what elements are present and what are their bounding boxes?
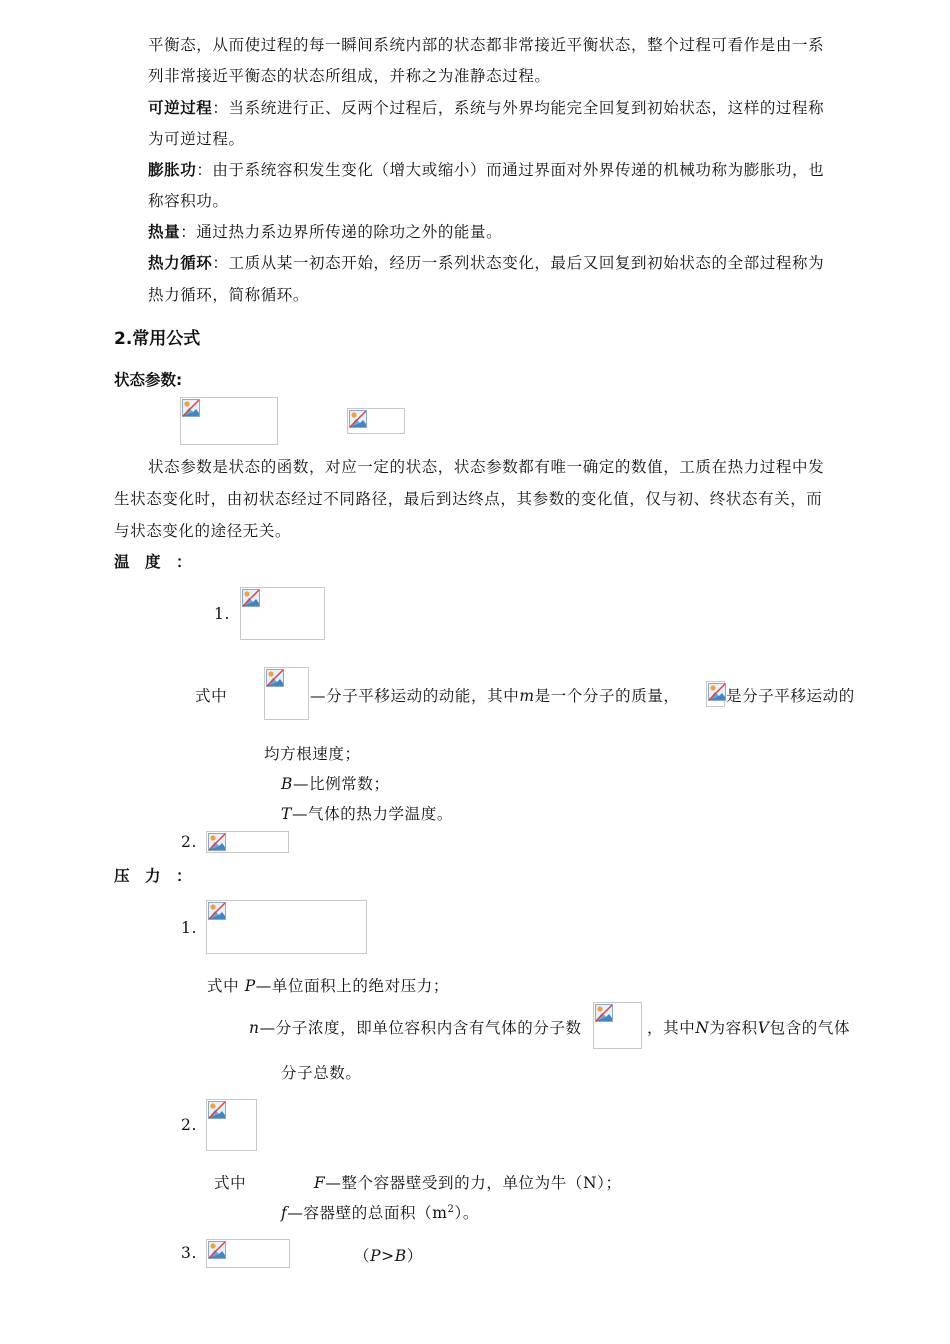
term-text: 工质从某一初态开始，经历一系列状态变化，最后又回复到初始状态的全部过程称为: [228, 254, 825, 272]
broken-image-icon: [595, 1004, 613, 1022]
variable: P: [244, 977, 256, 995]
paragraph-line: 与状态变化的途径无关。: [114, 522, 292, 540]
paren: ）: [406, 1247, 423, 1265]
definition-line: [647, 1016, 850, 1038]
list-number: 3.: [181, 1244, 197, 1262]
term-sep: ：: [212, 99, 229, 117]
formula-image: [206, 1239, 290, 1268]
variable: P: [370, 1247, 382, 1265]
definition-line: [310, 684, 680, 706]
definition-text: —容器壁的总面积（m: [287, 1204, 448, 1222]
definition-text: 分子总数。: [281, 1064, 362, 1082]
definition-text: —分子平移运动的动能，其中: [310, 687, 520, 705]
broken-image-icon: [266, 669, 284, 687]
term-text: 由于系统容积发生变化（增大或缩小）而通过界面对外界传递的机械功称为膨胀功，也: [212, 161, 825, 179]
list-number: 1.: [214, 605, 230, 623]
variable: T: [281, 805, 292, 823]
term-label: 膨胀功: [148, 161, 197, 179]
formula-image: [593, 1002, 642, 1049]
term-heat: [148, 220, 502, 242]
list-number: 2.: [181, 833, 197, 851]
term-sep: ：: [212, 254, 229, 272]
variable: B: [281, 775, 293, 793]
term-cycle: [148, 251, 824, 273]
where-label: 式中: [214, 1174, 247, 1192]
broken-image-icon: [182, 399, 200, 417]
broken-image-icon: [208, 902, 226, 920]
definition-line: [207, 974, 449, 996]
term-reversible: [148, 96, 824, 118]
definition-text: —比例常数；: [293, 775, 390, 793]
variable: F: [314, 1174, 326, 1192]
formula-image: [264, 667, 309, 720]
section-title: 2.常用公式: [114, 329, 201, 349]
definition-line: [314, 1171, 622, 1193]
paragraph-line: 生状态变化时，由初状态经过不同路径，最后到达终点，其参数的变化值，仅与初、终状态有关，而: [114, 490, 823, 508]
formula-image: [206, 900, 367, 954]
broken-image-icon: [208, 1101, 226, 1119]
term-sep: ：: [180, 223, 197, 241]
variable: B: [394, 1247, 407, 1265]
variable: n: [249, 1019, 260, 1037]
broken-image-icon: [242, 589, 260, 607]
formula-image: [206, 831, 289, 853]
definition-text: —气体的热力学温度。: [291, 805, 453, 823]
definition-text: 是分子平移运动的: [726, 687, 855, 705]
where-label: 式中: [195, 687, 228, 705]
formula-image: [240, 587, 325, 640]
definition-text: —单位面积上的绝对压力；: [255, 977, 449, 995]
variable: N: [695, 1019, 710, 1037]
broken-image-icon: [349, 410, 367, 428]
condition-note: [354, 1244, 423, 1266]
definition-line: [281, 1201, 479, 1223]
broken-image-icon: [708, 683, 726, 701]
term-label: 热量: [148, 223, 181, 241]
formula-image: [206, 1099, 257, 1151]
formula-image: [347, 408, 405, 434]
definition-text: —整个容器壁受到的力，单位为牛（N）；: [325, 1174, 622, 1192]
superscript: 2: [447, 1203, 455, 1215]
term-expansion: [148, 158, 824, 180]
definition-line: [281, 772, 390, 794]
definition-text: 为容积: [709, 1019, 758, 1037]
broken-image-icon: [208, 1241, 226, 1259]
definition-line: [281, 802, 453, 824]
paragraph-line: 平衡态，从而使过程的每一瞬间系统内部的状态都非常接近平衡状态，整个过程可看作是由一系: [148, 36, 825, 54]
subsection-heading: 状态参数:: [114, 371, 183, 389]
term-sep: ：: [196, 161, 213, 179]
term-text-line: 称容积功。: [148, 192, 229, 210]
list-number: 1.: [181, 919, 197, 937]
paren: （: [354, 1247, 371, 1265]
paragraph-line: 状态参数是状态的函数，对应一定的状态，状态参数都有唯一确定的数值，工质在热力过程中发: [148, 458, 825, 476]
definition-text: ，其中: [647, 1019, 696, 1037]
variable: V: [757, 1019, 770, 1037]
term-text-line: 热力循环，简称循环。: [148, 286, 310, 304]
definition-text: ）。: [454, 1204, 479, 1222]
definition-line: [249, 1016, 582, 1038]
subsection-heading: 压 力 ：: [114, 867, 192, 885]
term-label: 可逆过程: [148, 99, 213, 117]
term-label: 热力循环: [148, 254, 213, 272]
definition-text: —分子浓度，即单位容积内含有气体的分子数: [259, 1019, 582, 1037]
variable: f: [281, 1204, 288, 1222]
subsection-heading: 温 度 ：: [114, 553, 192, 571]
variable: m: [519, 687, 535, 705]
paragraph-line: 列非常接近平衡态的状态所组成，并称之为准静态过程。: [148, 67, 551, 85]
definition-text: 均方根速度；: [264, 745, 361, 763]
list-number: 2.: [181, 1116, 197, 1134]
where-label: 式中: [207, 977, 240, 995]
term-text-line: 为可逆过程。: [148, 130, 245, 148]
operator: >: [381, 1247, 395, 1265]
definition-text: 是一个分子的质量，: [534, 687, 680, 705]
term-text: 当系统进行正、反两个过程后，系统与外界均能完全回复到初始状态，这样的过程称: [228, 99, 825, 117]
term-text: 通过热力系边界所传递的除功之外的能量。: [196, 223, 503, 241]
broken-image-icon: [208, 833, 226, 851]
formula-image: [180, 397, 278, 445]
definition-text: 包含的气体: [769, 1019, 851, 1037]
formula-image: [706, 681, 725, 707]
